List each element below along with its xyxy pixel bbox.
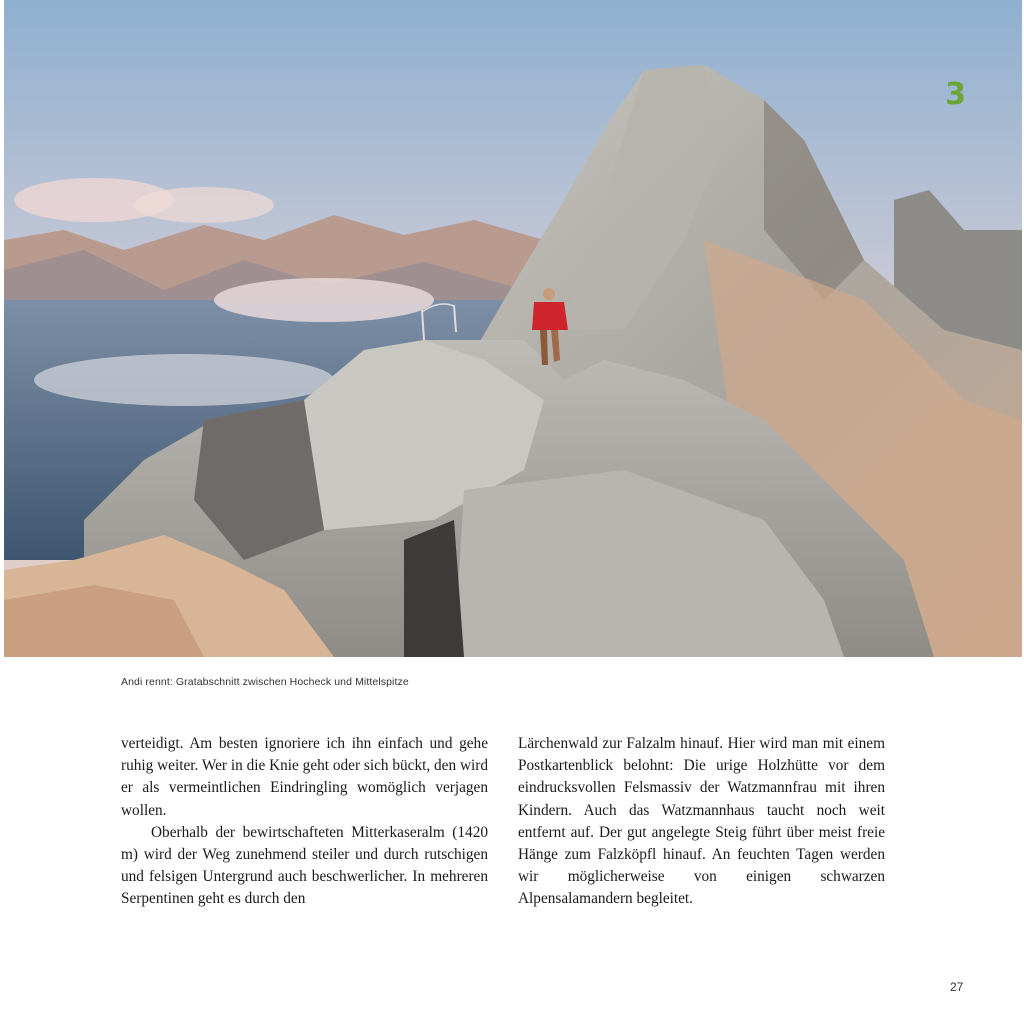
chapter-number: 3 <box>945 77 966 112</box>
photo-illustration <box>4 0 1022 657</box>
paragraph: verteidigt. Am besten ignoriere ich ihn einfach und gehe ruhig weiter. Wer in die Knie geht oder sich bückt, den wird er als vermeintlichen Eindringling womöglich verjagen wollen. <box>121 735 488 819</box>
text-column-right <box>518 733 885 911</box>
mountain-ridge-photo <box>4 0 1022 657</box>
paragraph: Oberhalb der bewirtschafteten Mitterkaseralm (1420 m) wird der Weg zunehmend steiler und durch rutschigen und felsigen Untergrund auch beschwerlicher. In mehreren Serpentinen geht es durch den <box>121 823 488 908</box>
paragraph: Lärchenwald zur Falzalm hinauf. Hier wird man mit einem Postkartenblick belohnt: Die urige Holzhütte vor dem eindrucksvollen Felsmassiv der Watzmannfrau mit ihren Kindern. Auch das Watzmannhaus taucht noch weit entfernt auf. Der gut angelegte Steig führt über meist freie Hänge zum Falzköpfl hinauf. An feuchten Tagen werden wir möglicherweise von einigen schwarzen Alpensalamandern begleitet. <box>518 735 885 908</box>
photo-caption: Andi rennt: Gratabschnitt zwischen Hocheck und Mittelspitze <box>121 676 409 688</box>
text-column-left <box>121 733 488 911</box>
page-number: 27 <box>950 980 964 994</box>
